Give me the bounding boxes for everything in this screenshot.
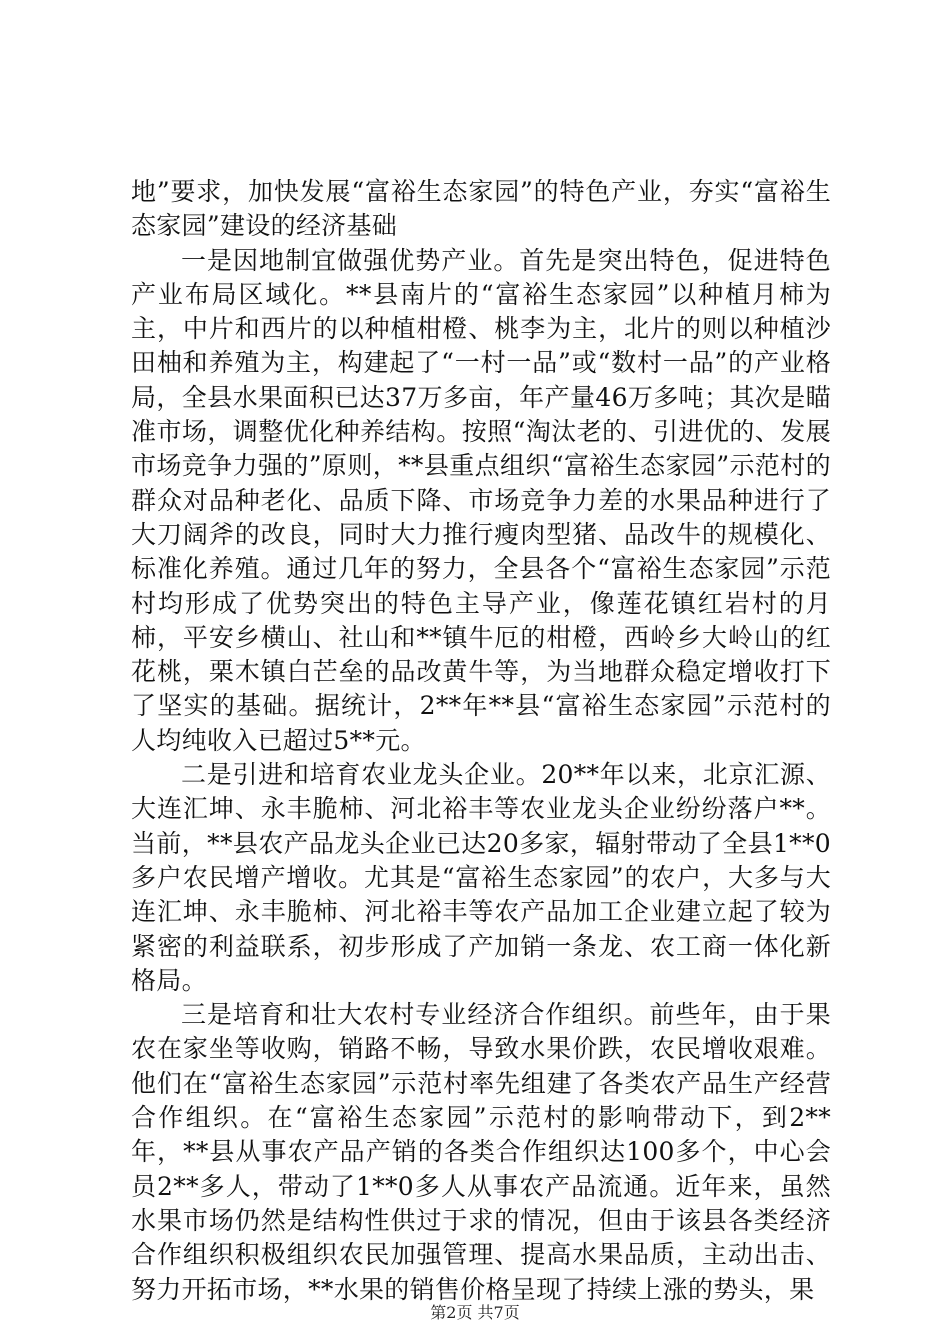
paragraph-continuation: 地”要求，加快发展“富裕生态家园”的特色产业，夯实“富裕生态家园”建设的经济基础 <box>131 177 831 241</box>
paragraph-3-cooperatives: 三是培育和壮大农村专业经济合作组织。前些年，由于果农在家坐等收购，销路不畅，导致水果价跌，农民增收艰难。他们在“富裕生态家园”示范村率先组建了各类农产品生产经营合作组织。在“富裕生态家园”示范村的影响带动下，到2**年，**县从事农产品产销的各类合作组织达100多个，中心会员2**多人，带动了1**0多人从事农产品流通。近年来，虽然水果市场仍然是结构性供过于求的情况，但由于该县各类经济合作组织积极组织农民加强管理、提高水果品质，主动出击、努力开拓市场，**水果的销售价格呈现了持续上涨的势头，果 <box>131 1000 831 1304</box>
paragraph-2-leading-enterprises: 二是引进和培育农业龙头企业。20**年以来，北京汇源、大连汇坤、永丰脆柿、河北裕丰等农业龙头企业纷纷落户**。当前，**县农产品龙头企业已达20多家，辐射带动了全县1**0多户农民增产增收。尤其是“富裕生态家园”的农户，大多与大连汇坤、永丰脆柿、河北裕丰等农产品加工企业建立起了较为紧密的利益联系，初步形成了产加销一条龙、农工商一体化新格局。 <box>131 760 831 995</box>
page-number-footer: 第2页 共7页 <box>430 1303 520 1322</box>
paragraph-1-advantage-industry: 一是因地制宜做强优势产业。首先是突出特色，促进特色产业布局区域化。**县南片的“富裕生态家园”以种植月柿为主，中片和西片的以种植柑橙、桃李为主，北片的则以种植沙田柚和养殖为主，构建起了“一村一品”或“数村一品”的产业格局，全县水果面积已达37万多亩，年产量46万多吨；其次是瞄准市场，调整优化种养结构。按照“淘汰老的、引进优的、发展市场竞争力强的”原则，**县重点组织“富裕生态家园”示范村的群众对品种老化、品质下降、市场竞争力差的水果品种进行了大刀阔斧的改良，同时大力推行瘦肉型猪、品改牛的规模化、标准化养殖。通过几年的努力，全县各个“富裕生态家园”示范村均形成了优势突出的特色主导产业，像莲花镇红岩村的月柿，平安乡横山、社山和**镇牛厄的柑橙，西岭乡大岭山的红花桃，栗木镇白芒垒的品改黄牛等，为当地群众稳定增收打下了坚实的基础。据统计，2**年**县“富裕生态家园”示范村的人均纯收入已超过5**元。 <box>131 245 831 755</box>
document-body <box>131 175 831 1307</box>
